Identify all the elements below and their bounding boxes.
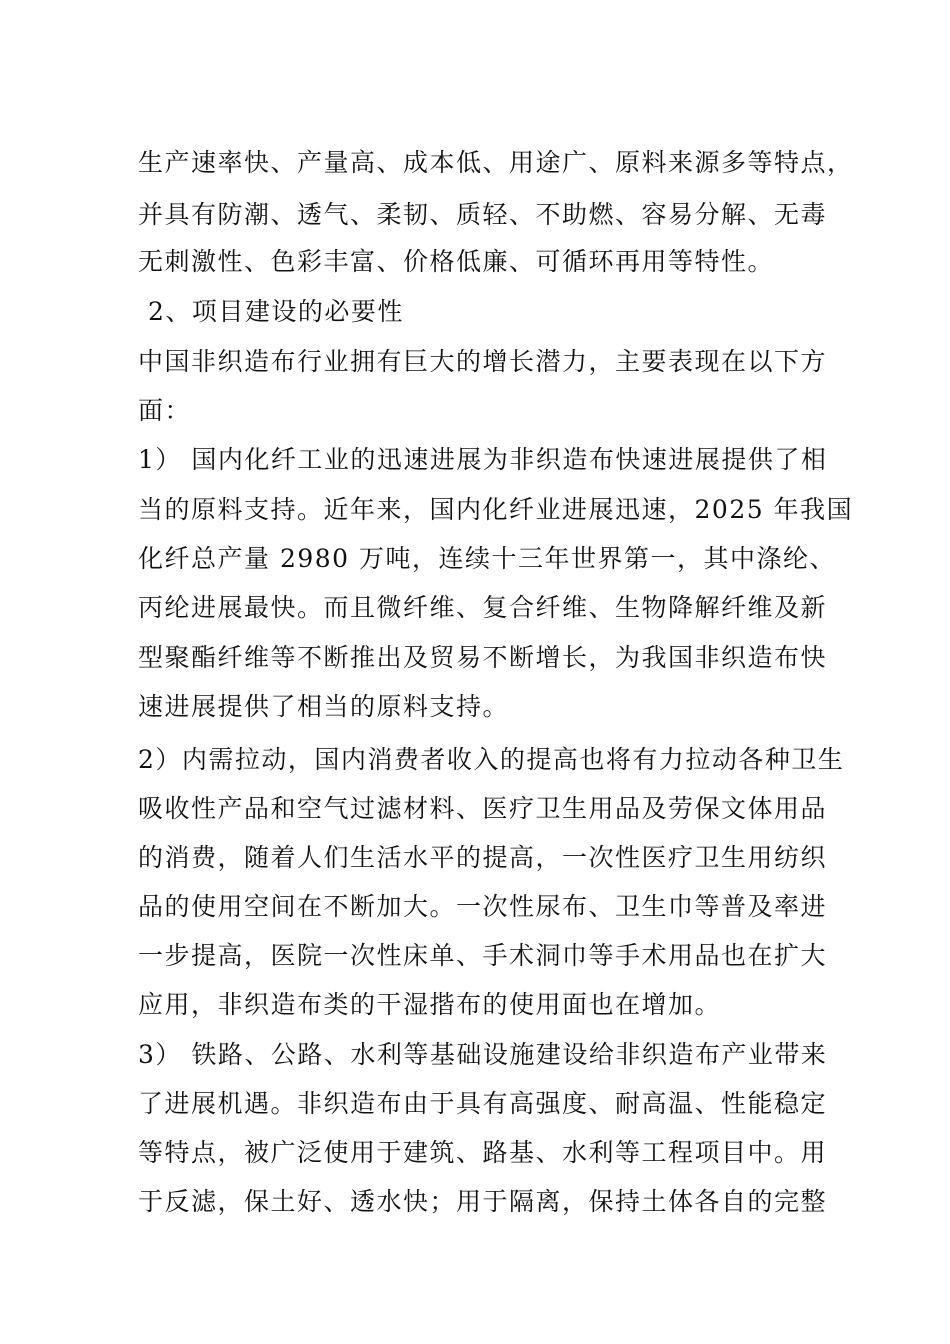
body-text-line: 丙纶进展最快。而且微纤维、复合纤维、生物降解纤维及新 [138,593,828,622]
body-text-line: 2）内需拉动，国内消费者收入的提高也将有力拉动各种卫生 [138,745,845,774]
body-text-line: 等特点，被广泛使用于建筑、路基、水利等工程项目中。用 [138,1138,828,1167]
body-text-line: 吸收性产品和空气过滤材料、医疗卫生用品及劳保文体用品 [138,794,828,823]
body-text-line: 3） 铁路、公路、水利等基础设施建设给非织造布产业带来 [138,1040,828,1069]
body-text-line: 并具有防潮、透气、柔韧、质轻、不助燃、容易分解、无毒 [138,200,828,229]
body-text-line: 一步提高，医院一次性床单、手术洞巾等手术用品也在扩大 [138,941,828,970]
body-text-line: 当的原料支持。近年来，国内化纤业进展迅速，2025 年我国 [138,495,854,524]
body-text-line: 无刺激性、色彩丰富、价格低廉、可循环再用等特性。 [138,247,775,276]
body-text-line: 应用，非织造布类的干湿揩布的使用面也在增加。 [138,990,722,1019]
body-text-line: 于反滤，保土好、透水快；用于隔离，保持土体各自的完整 [138,1187,828,1216]
body-text-line: 型聚酯纤维等不断推出及贸易不断增长，为我国非织造布快 [138,643,828,672]
body-text-line: 品的使用空间在不断加大。一次性尿布、卫生巾等普及率进 [138,892,828,921]
body-text-line: 了进展机遇。非织造布由于具有高强度、耐高温、性能稳定 [138,1089,828,1118]
body-text-line: 中国非织造布行业拥有巨大的增长潜力，主要表现在以下方 [138,347,828,376]
body-text-line: 的消费，随着人们生活水平的提高，一次性医疗卫生用纺织 [138,843,828,872]
body-text-line: 速进展提供了相当的原料支持。 [138,692,510,721]
body-text-line: 化纤总产量 2980 万吨，连续十三年世界第一，其中涤纶、 [138,544,837,573]
section-heading: 2、项目建设的必要性 [148,297,404,326]
body-text-line: 1） 国内化纤工业的迅速进展为非织造布快速进展提供了相 [138,445,828,474]
body-text-line: 面： [138,396,192,425]
body-text-line: 生产速率快、产量高、成本低、用途广、原料来源多等特点， [138,148,854,177]
